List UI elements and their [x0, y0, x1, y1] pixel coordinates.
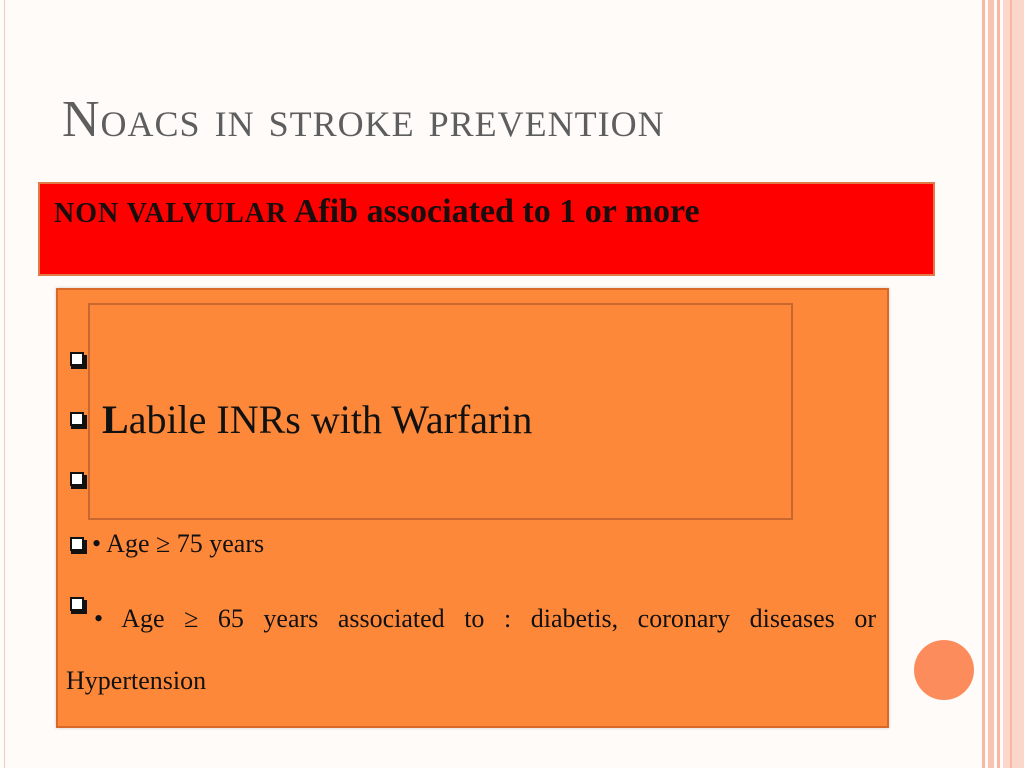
- decor-stripe: [997, 0, 1000, 768]
- checkbox-bullet-icon: [70, 472, 84, 486]
- banner-caps-text: NON VALVULAR: [54, 198, 288, 229]
- decor-stripe: [1003, 0, 1024, 768]
- left-border-line: [4, 0, 5, 768]
- overlay-rest: abile INRs with Warfarin: [128, 397, 533, 442]
- decor-stripe: [982, 0, 985, 768]
- bullet-age-75: • Age ≥ 75 years: [92, 529, 265, 558]
- banner-rest-text: Afib associated to 1 or more: [293, 193, 700, 230]
- checkbox-bullet-icon: [70, 412, 84, 426]
- decor-circle: [914, 640, 974, 700]
- slide-title: Noacs in stroke prevention: [62, 91, 665, 148]
- bullet-age-65: • Age ≥ 65 years associated to : diabetis, coronary diseases or Hypertension: [66, 604, 876, 695]
- decor-stripe: [988, 0, 994, 768]
- checkbox-bullet-icon: [70, 352, 84, 366]
- criteria-banner: [38, 182, 935, 276]
- overlay-initial: L: [102, 397, 129, 442]
- decor-stripe: [1010, 0, 1012, 768]
- overlay-text: [102, 395, 532, 445]
- checkbox-bullet-icon: [70, 537, 84, 551]
